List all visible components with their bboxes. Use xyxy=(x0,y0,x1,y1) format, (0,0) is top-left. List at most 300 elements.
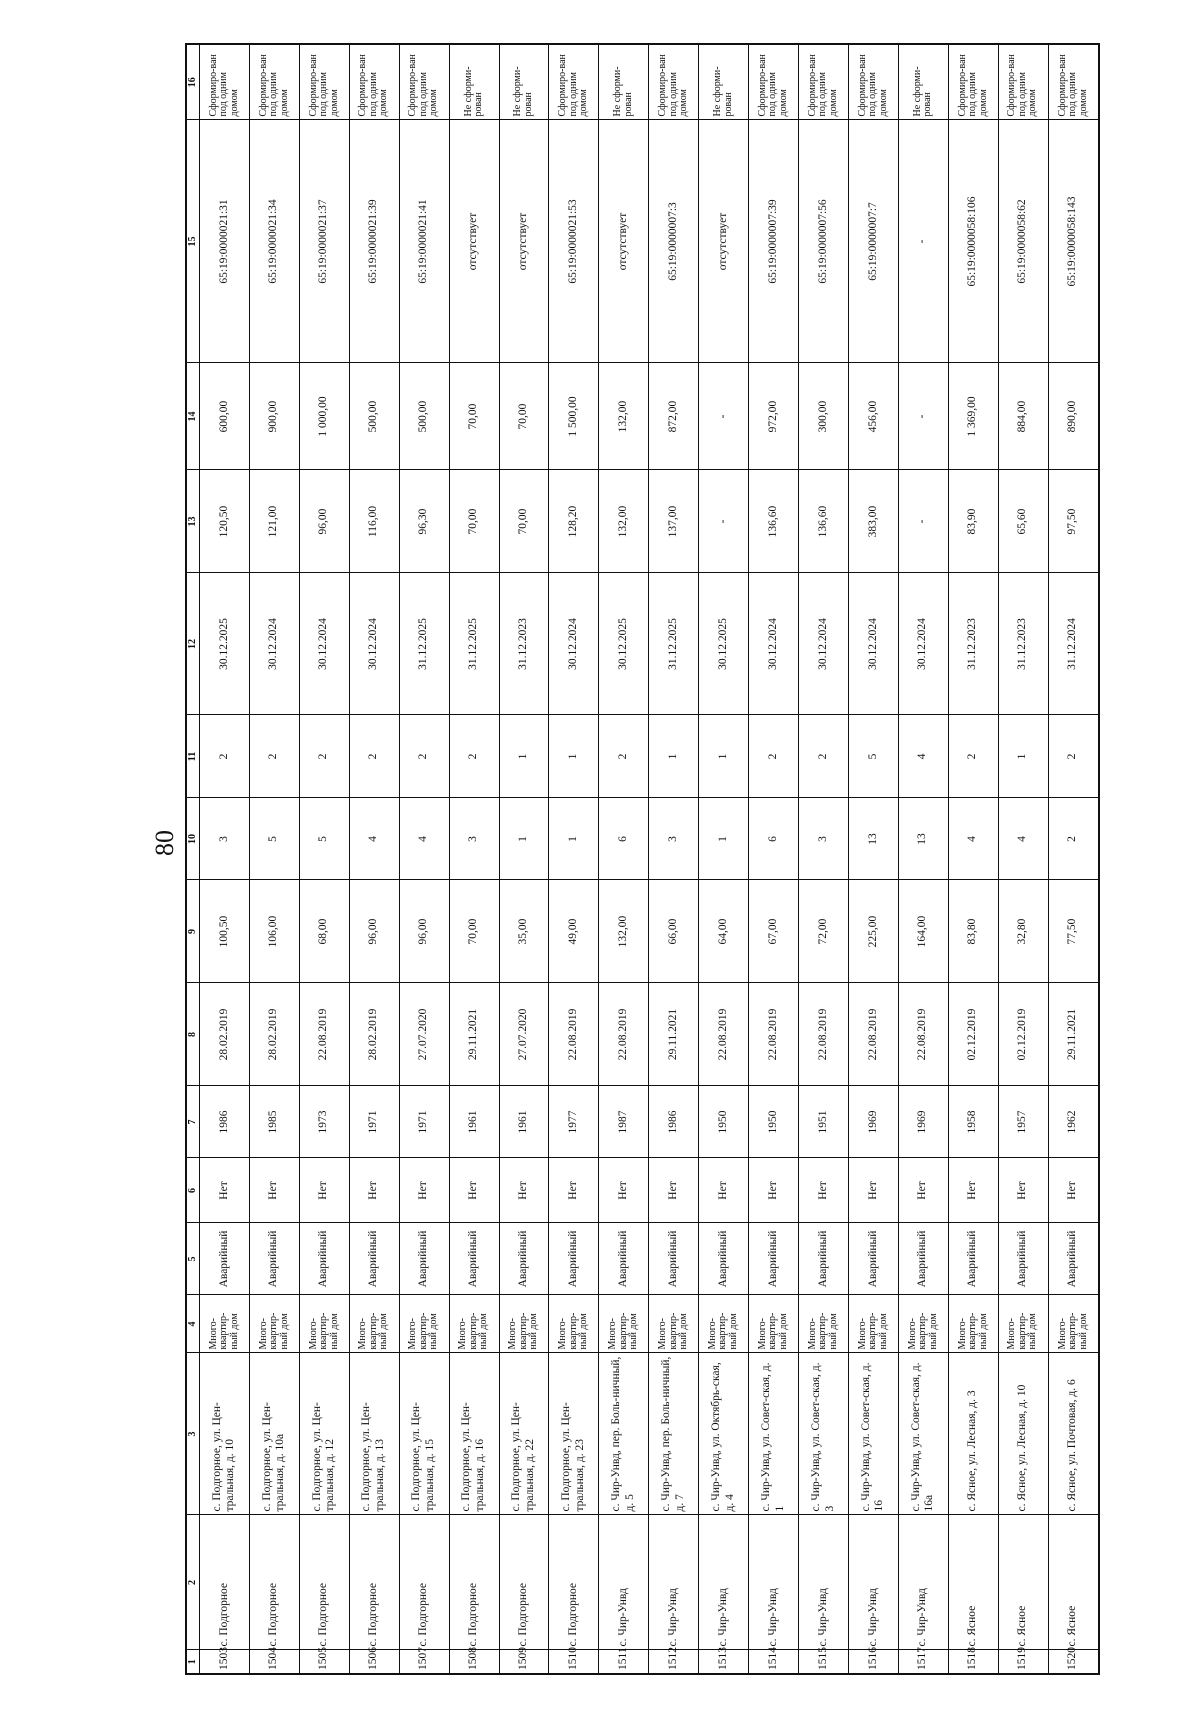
residents-count-cell: 13 xyxy=(848,798,898,880)
land-area-cell: 872,00 xyxy=(649,363,699,470)
building-type-cell: Много-квартир-ный дом xyxy=(399,1295,449,1353)
build-year-cell: 1950 xyxy=(749,1086,799,1158)
column-number-header: 9 xyxy=(186,880,200,983)
recognition-date-cell: 29.11.2021 xyxy=(649,983,699,1086)
build-year-cell: 1986 xyxy=(200,1086,250,1158)
column-number-header: 4 xyxy=(186,1295,200,1353)
residents-count-cell: 3 xyxy=(200,798,250,880)
building-type-cell: Много-квартир-ный дом xyxy=(1048,1295,1099,1353)
address-cell: с. Подгорное, ул. Цен-тральная, д. 10 xyxy=(200,1353,250,1515)
planned-date-cell: 31.12.2025 xyxy=(449,573,499,715)
row-number-cell: 1519 xyxy=(998,1650,1048,1674)
row-number-cell: 1520 xyxy=(1048,1650,1099,1674)
area-residential-cell: 132,00 xyxy=(599,880,649,983)
land-status-cell: Сформиро-ван под одним домом xyxy=(249,44,299,120)
area-total-cell: 70,00 xyxy=(499,470,549,573)
land-status-cell: Не сформи-рован xyxy=(599,44,649,120)
cultural-heritage-cell: Нет xyxy=(948,1158,998,1223)
cultural-heritage-cell: Нет xyxy=(749,1158,799,1223)
recognition-date-cell: 22.08.2019 xyxy=(848,983,898,1086)
address-cell: с. Подгорное, ул. Цен-тральная, д. 10а xyxy=(249,1353,299,1515)
land-status-cell: Сформиро-ван под одним домом xyxy=(998,44,1048,120)
row-number-cell: 1518 xyxy=(948,1650,998,1674)
cultural-heritage-cell: Нет xyxy=(699,1158,749,1223)
area-total-cell: 132,00 xyxy=(599,470,649,573)
land-status-cell: Сформиро-ван под одним домом xyxy=(799,44,849,120)
planned-date-cell: 31.12.2023 xyxy=(948,573,998,715)
settlement-cell: с. Подгорное xyxy=(499,1515,549,1650)
condition-cell: Аварийный xyxy=(449,1223,499,1295)
residents-count-cell: 6 xyxy=(599,798,649,880)
land-area-cell: 900,00 xyxy=(249,363,299,470)
table-row xyxy=(898,44,948,1674)
premises-count-cell: 1 xyxy=(549,715,599,798)
building-type-cell: Много-квартир-ный дом xyxy=(549,1295,599,1353)
premises-count-cell: 2 xyxy=(599,715,649,798)
build-year-cell: 1969 xyxy=(848,1086,898,1158)
recognition-date-cell: 22.08.2019 xyxy=(599,983,649,1086)
land-status-cell: Сформиро-ван под одним домом xyxy=(299,44,349,120)
condition-cell: Аварийный xyxy=(200,1223,250,1295)
address-cell: с. Подгорное, ул. Цен-тральная, д. 16 xyxy=(449,1353,499,1515)
settlement-cell: с. Подгорное xyxy=(249,1515,299,1650)
building-type-cell: Много-квартир-ный дом xyxy=(948,1295,998,1353)
recognition-date-cell: 28.02.2019 xyxy=(249,983,299,1086)
condition-cell: Аварийный xyxy=(898,1223,948,1295)
cultural-heritage-cell: Нет xyxy=(848,1158,898,1223)
building-type-cell: Много-квартир-ный дом xyxy=(848,1295,898,1353)
column-number-header: 3 xyxy=(186,1353,200,1515)
area-total-cell: - xyxy=(898,470,948,573)
settlement-cell: с. Подгорное xyxy=(200,1515,250,1650)
planned-date-cell: 31.12.2025 xyxy=(649,573,699,715)
table-row xyxy=(499,44,549,1674)
area-total-cell: 137,00 xyxy=(649,470,699,573)
table-row xyxy=(449,44,499,1674)
premises-count-cell: 2 xyxy=(948,715,998,798)
row-number-cell: 1508 xyxy=(449,1650,499,1674)
planned-date-cell: 31.12.2023 xyxy=(998,573,1048,715)
address-cell: с. Ясное, ул. Почтовая, д. 6 xyxy=(1048,1353,1099,1515)
area-residential-cell: 72,00 xyxy=(799,880,849,983)
land-status-cell: Не сформи-рован xyxy=(898,44,948,120)
table-row xyxy=(1048,44,1099,1674)
settlement-cell: с. Чир-Унвд xyxy=(799,1515,849,1650)
land-area-cell: 70,00 xyxy=(449,363,499,470)
area-total-cell: 65,60 xyxy=(998,470,1048,573)
recognition-date-cell: 22.08.2019 xyxy=(898,983,948,1086)
land-area-cell: 1 000,00 xyxy=(299,363,349,470)
row-number-cell: 1510 xyxy=(549,1650,599,1674)
page-number: 80 xyxy=(150,830,179,856)
build-year-cell: 1961 xyxy=(499,1086,549,1158)
row-number-cell: 1513 xyxy=(699,1650,749,1674)
address-cell: с. Чир-Унвд, ул. Совет-ская, д. 16 xyxy=(848,1353,898,1515)
build-year-cell: 1962 xyxy=(1048,1086,1099,1158)
table-row xyxy=(649,44,699,1674)
premises-count-cell: 2 xyxy=(749,715,799,798)
condition-cell: Аварийный xyxy=(349,1223,399,1295)
area-total-cell: 83,90 xyxy=(948,470,998,573)
residents-count-cell: 4 xyxy=(349,798,399,880)
rotated-table-container xyxy=(185,45,1100,1675)
address-cell: с. Чир-Унвд, пер. Боль-ничный, д. 5 xyxy=(599,1353,649,1515)
address-cell: с. Чир-Унвд, ул. Совет-ская, д. 1 xyxy=(749,1353,799,1515)
cultural-heritage-cell: Нет xyxy=(399,1158,449,1223)
land-status-cell: Сформиро-ван под одним домом xyxy=(399,44,449,120)
building-type-cell: Много-квартир-ный дом xyxy=(599,1295,649,1353)
area-total-cell: 136,60 xyxy=(799,470,849,573)
area-total-cell: 120,50 xyxy=(200,470,250,573)
cadastral-number-cell: отсутствует xyxy=(699,120,749,363)
column-number-header: 5 xyxy=(186,1223,200,1295)
area-total-cell: 70,00 xyxy=(449,470,499,573)
table-row xyxy=(749,44,799,1674)
area-total-cell: 97,50 xyxy=(1048,470,1099,573)
premises-count-cell: 2 xyxy=(349,715,399,798)
recognition-date-cell: 22.08.2019 xyxy=(549,983,599,1086)
area-residential-cell: 164,00 xyxy=(898,880,948,983)
row-number-cell: 1512 xyxy=(649,1650,699,1674)
row-number-cell: 1506 xyxy=(349,1650,399,1674)
recognition-date-cell: 27.07.2020 xyxy=(399,983,449,1086)
cultural-heritage-cell: Нет xyxy=(349,1158,399,1223)
area-residential-cell: 96,00 xyxy=(399,880,449,983)
recognition-date-cell: 29.11.2021 xyxy=(449,983,499,1086)
column-number-header: 13 xyxy=(186,470,200,573)
planned-date-cell: 31.12.2025 xyxy=(399,573,449,715)
recognition-date-cell: 27.07.2020 xyxy=(499,983,549,1086)
condition-cell: Аварийный xyxy=(948,1223,998,1295)
cultural-heritage-cell: Нет xyxy=(549,1158,599,1223)
column-number-header: 1 xyxy=(186,1650,200,1674)
cadastral-number-cell: 65:19:0000058:106 xyxy=(948,120,998,363)
table-row xyxy=(200,44,250,1674)
build-year-cell: 1986 xyxy=(649,1086,699,1158)
settlement-cell: с. Ясное xyxy=(1048,1515,1099,1650)
build-year-cell: 1977 xyxy=(549,1086,599,1158)
address-cell: с. Подгорное, ул. Цен-тральная, д. 22 xyxy=(499,1353,549,1515)
building-type-cell: Много-квартир-ный дом xyxy=(349,1295,399,1353)
build-year-cell: 1987 xyxy=(599,1086,649,1158)
land-status-cell: Сформиро-ван под одним домом xyxy=(848,44,898,120)
settlement-cell: с. Чир-Унвд xyxy=(649,1515,699,1650)
planned-date-cell: 30.12.2024 xyxy=(898,573,948,715)
premises-count-cell: 1 xyxy=(699,715,749,798)
land-area-cell: 884,00 xyxy=(998,363,1048,470)
settlement-cell: с. Подгорное xyxy=(449,1515,499,1650)
cadastral-number-cell: 65:19:0000021:39 xyxy=(349,120,399,363)
cultural-heritage-cell: Нет xyxy=(898,1158,948,1223)
building-type-cell: Много-квартир-ный дом xyxy=(799,1295,849,1353)
cadastral-number-cell: 65:19:0000021:31 xyxy=(200,120,250,363)
residents-count-cell: 3 xyxy=(649,798,699,880)
land-area-cell: 500,00 xyxy=(399,363,449,470)
residents-count-cell: 4 xyxy=(948,798,998,880)
condition-cell: Аварийный xyxy=(549,1223,599,1295)
building-type-cell: Много-квартир-ный дом xyxy=(499,1295,549,1353)
residents-count-cell: 6 xyxy=(749,798,799,880)
row-number-cell: 1511 xyxy=(599,1650,649,1674)
residents-count-cell: 1 xyxy=(499,798,549,880)
building-type-cell: Много-квартир-ный дом xyxy=(649,1295,699,1353)
residents-count-cell: 1 xyxy=(699,798,749,880)
cadastral-number-cell: 65:19:0000021:41 xyxy=(399,120,449,363)
planned-date-cell: 30.12.2024 xyxy=(749,573,799,715)
planned-date-cell: 31.12.2024 xyxy=(1048,573,1099,715)
land-area-cell: 132,00 xyxy=(599,363,649,470)
address-cell: с. Чир-Унвд, пер. Боль-ничный, д. 7 xyxy=(649,1353,699,1515)
column-number-header: 15 xyxy=(186,120,200,363)
row-number-cell: 1517 xyxy=(898,1650,948,1674)
settlement-cell: с. Чир-Унвд xyxy=(848,1515,898,1650)
premises-count-cell: 4 xyxy=(898,715,948,798)
land-status-cell: Сформиро-ван под одним домом xyxy=(349,44,399,120)
premises-count-cell: 2 xyxy=(299,715,349,798)
settlement-cell: с. Подгорное xyxy=(399,1515,449,1650)
condition-cell: Аварийный xyxy=(1048,1223,1099,1295)
cultural-heritage-cell: Нет xyxy=(200,1158,250,1223)
building-type-cell: Много-квартир-ный дом xyxy=(449,1295,499,1353)
table-row xyxy=(799,44,849,1674)
address-cell: с. Ясное, ул. Лесная, д. 10 xyxy=(998,1353,1048,1515)
row-number-cell: 1507 xyxy=(399,1650,449,1674)
cultural-heritage-cell: Нет xyxy=(499,1158,549,1223)
table-row xyxy=(299,44,349,1674)
land-area-cell: 300,00 xyxy=(799,363,849,470)
recognition-date-cell: 29.11.2021 xyxy=(1048,983,1099,1086)
condition-cell: Аварийный xyxy=(399,1223,449,1295)
condition-cell: Аварийный xyxy=(998,1223,1048,1295)
area-residential-cell: 83,80 xyxy=(948,880,998,983)
land-status-cell: Сформиро-ван под одним домом xyxy=(1048,44,1099,120)
land-status-cell: Сформиро-ван под одним домом xyxy=(749,44,799,120)
planned-date-cell: 30.12.2025 xyxy=(599,573,649,715)
column-number-header: 12 xyxy=(186,573,200,715)
recognition-date-cell: 22.08.2019 xyxy=(799,983,849,1086)
premises-count-cell: 5 xyxy=(848,715,898,798)
land-area-cell: 1 500,00 xyxy=(549,363,599,470)
recognition-date-cell: 22.08.2019 xyxy=(299,983,349,1086)
cultural-heritage-cell: Нет xyxy=(249,1158,299,1223)
residents-count-cell: 4 xyxy=(399,798,449,880)
table-row xyxy=(699,44,749,1674)
build-year-cell: 1958 xyxy=(948,1086,998,1158)
cultural-heritage-cell: Нет xyxy=(799,1158,849,1223)
area-residential-cell: 106,00 xyxy=(249,880,299,983)
build-year-cell: 1971 xyxy=(349,1086,399,1158)
planned-date-cell: 30.12.2024 xyxy=(299,573,349,715)
column-number-row xyxy=(186,44,200,1674)
area-residential-cell: 66,00 xyxy=(649,880,699,983)
premises-count-cell: 1 xyxy=(499,715,549,798)
premises-count-cell: 2 xyxy=(449,715,499,798)
build-year-cell: 1961 xyxy=(449,1086,499,1158)
land-status-cell: Сформиро-ван под одним домом xyxy=(948,44,998,120)
land-area-cell: 500,00 xyxy=(349,363,399,470)
land-status-cell: Не сформи-рован xyxy=(699,44,749,120)
building-type-cell: Много-квартир-ный дом xyxy=(200,1295,250,1353)
building-type-cell: Много-квартир-ный дом xyxy=(299,1295,349,1353)
area-residential-cell: 67,00 xyxy=(749,880,799,983)
cadastral-number-cell: 65:19:0000021:34 xyxy=(249,120,299,363)
premises-count-cell: 2 xyxy=(200,715,250,798)
condition-cell: Аварийный xyxy=(699,1223,749,1295)
residents-count-cell: 3 xyxy=(449,798,499,880)
cadastral-number-cell: 65:19:0000007:3 xyxy=(649,120,699,363)
building-type-cell: Много-квартир-ный дом xyxy=(749,1295,799,1353)
settlement-cell: с. Чир-Унвд xyxy=(699,1515,749,1650)
area-residential-cell: 225,00 xyxy=(848,880,898,983)
condition-cell: Аварийный xyxy=(749,1223,799,1295)
table-row xyxy=(399,44,449,1674)
building-type-cell: Много-квартир-ный дом xyxy=(249,1295,299,1353)
settlement-cell: с. Подгорное xyxy=(349,1515,399,1650)
column-number-header: 10 xyxy=(186,798,200,880)
address-cell: с. Подгорное, ул. Цен-тральная, д. 15 xyxy=(399,1353,449,1515)
area-total-cell: 116,00 xyxy=(349,470,399,573)
address-cell: с. Подгорное, ул. Цен-тральная, д. 12 xyxy=(299,1353,349,1515)
row-number-cell: 1516 xyxy=(848,1650,898,1674)
condition-cell: Аварийный xyxy=(848,1223,898,1295)
area-residential-cell: 32,80 xyxy=(998,880,1048,983)
area-residential-cell: 35,00 xyxy=(499,880,549,983)
cadastral-number-cell: отсутствует xyxy=(449,120,499,363)
build-year-cell: 1985 xyxy=(249,1086,299,1158)
condition-cell: Аварийный xyxy=(599,1223,649,1295)
area-total-cell: 96,00 xyxy=(299,470,349,573)
cadastral-number-cell: 65:19:0000007:39 xyxy=(749,120,799,363)
area-residential-cell: 49,00 xyxy=(549,880,599,983)
land-area-cell: 972,00 xyxy=(749,363,799,470)
planned-date-cell: 30.12.2024 xyxy=(249,573,299,715)
area-total-cell: 96,30 xyxy=(399,470,449,573)
premises-count-cell: 1 xyxy=(998,715,1048,798)
build-year-cell: 1951 xyxy=(799,1086,849,1158)
column-number-header: 8 xyxy=(186,983,200,1086)
recognition-date-cell: 28.02.2019 xyxy=(349,983,399,1086)
land-area-cell: 1 369,00 xyxy=(948,363,998,470)
recognition-date-cell: 02.12.2019 xyxy=(948,983,998,1086)
premises-count-cell: 2 xyxy=(1048,715,1099,798)
area-residential-cell: 96,00 xyxy=(349,880,399,983)
land-area-cell: 70,00 xyxy=(499,363,549,470)
land-status-cell: Сформиро-ван под одним домом xyxy=(549,44,599,120)
column-number-header: 16 xyxy=(186,44,200,120)
cultural-heritage-cell: Нет xyxy=(449,1158,499,1223)
recognition-date-cell: 22.08.2019 xyxy=(749,983,799,1086)
residents-count-cell: 2 xyxy=(1048,798,1099,880)
land-area-cell: 600,00 xyxy=(200,363,250,470)
cadastral-number-cell: 65:19:0000058:143 xyxy=(1048,120,1099,363)
planned-date-cell: 30.12.2024 xyxy=(349,573,399,715)
address-cell: с. Чир-Унвд, ул. Совет-ская, д. 16а xyxy=(898,1353,948,1515)
cultural-heritage-cell: Нет xyxy=(649,1158,699,1223)
land-status-cell: Не сформи-рован xyxy=(499,44,549,120)
cultural-heritage-cell: Нет xyxy=(599,1158,649,1223)
planned-date-cell: 30.12.2024 xyxy=(549,573,599,715)
area-residential-cell: 70,00 xyxy=(449,880,499,983)
table-row xyxy=(599,44,649,1674)
column-number-header: 14 xyxy=(186,363,200,470)
table-row xyxy=(249,44,299,1674)
row-number-cell: 1509 xyxy=(499,1650,549,1674)
cadastral-number-cell: 65:19:0000058:62 xyxy=(998,120,1048,363)
table-row xyxy=(998,44,1048,1674)
residents-count-cell: 1 xyxy=(549,798,599,880)
address-cell: с. Чир-Унвд, ул. Октябрь-ская, д. 4 xyxy=(699,1353,749,1515)
area-residential-cell: 64,00 xyxy=(699,880,749,983)
building-type-cell: Много-квартир-ный дом xyxy=(898,1295,948,1353)
recognition-date-cell: 02.12.2019 xyxy=(998,983,1048,1086)
residents-count-cell: 3 xyxy=(799,798,849,880)
settlement-cell: с. Ясное xyxy=(998,1515,1048,1650)
residents-count-cell: 5 xyxy=(249,798,299,880)
premises-count-cell: 2 xyxy=(249,715,299,798)
settlement-cell: с. Чир-Унвд xyxy=(599,1515,649,1650)
cultural-heritage-cell: Нет xyxy=(998,1158,1048,1223)
cadastral-number-cell: отсутствует xyxy=(499,120,549,363)
planned-date-cell: 30.12.2024 xyxy=(848,573,898,715)
column-number-header: 6 xyxy=(186,1158,200,1223)
planned-date-cell: 30.12.2025 xyxy=(699,573,749,715)
row-number-cell: 1515 xyxy=(799,1650,849,1674)
building-type-cell: Много-квартир-ный дом xyxy=(699,1295,749,1353)
land-area-cell: 890,00 xyxy=(1048,363,1099,470)
cadastral-number-cell: 65:19:0000021:37 xyxy=(299,120,349,363)
cadastral-number-cell: 65:19:0000021:53 xyxy=(549,120,599,363)
cultural-heritage-cell: Нет xyxy=(299,1158,349,1223)
area-total-cell: 128,20 xyxy=(549,470,599,573)
residents-count-cell: 13 xyxy=(898,798,948,880)
residents-count-cell: 4 xyxy=(998,798,1048,880)
build-year-cell: 1969 xyxy=(898,1086,948,1158)
land-area-cell: - xyxy=(699,363,749,470)
cadastral-number-cell: 65:19:0000007:56 xyxy=(799,120,849,363)
row-number-cell: 1514 xyxy=(749,1650,799,1674)
build-year-cell: 1971 xyxy=(399,1086,449,1158)
column-number-header: 11 xyxy=(186,715,200,798)
table-body xyxy=(200,44,1100,1674)
planned-date-cell: 30.12.2025 xyxy=(200,573,250,715)
cadastral-number-cell: 65:19:0000007:7 xyxy=(848,120,898,363)
column-number-header: 2 xyxy=(186,1515,200,1650)
area-total-cell: - xyxy=(699,470,749,573)
address-cell: с. Подгорное, ул. Цен-тральная, д. 13 xyxy=(349,1353,399,1515)
settlement-cell: с. Чир-Унвд xyxy=(898,1515,948,1650)
housing-table xyxy=(185,43,1100,1675)
address-cell: с. Чир-Унвд, ул. Совет-ская, д. 3 xyxy=(799,1353,849,1515)
area-residential-cell: 68,00 xyxy=(299,880,349,983)
cultural-heritage-cell: Нет xyxy=(1048,1158,1099,1223)
area-residential-cell: 77,50 xyxy=(1048,880,1099,983)
table-row xyxy=(349,44,399,1674)
land-area-cell: - xyxy=(898,363,948,470)
condition-cell: Аварийный xyxy=(249,1223,299,1295)
recognition-date-cell: 28.02.2019 xyxy=(200,983,250,1086)
recognition-date-cell: 22.08.2019 xyxy=(699,983,749,1086)
build-year-cell: 1957 xyxy=(998,1086,1048,1158)
row-number-cell: 1504 xyxy=(249,1650,299,1674)
condition-cell: Аварийный xyxy=(499,1223,549,1295)
address-cell: с. Ясное, ул. Лесная, д. 3 xyxy=(948,1353,998,1515)
cadastral-number-cell: - xyxy=(898,120,948,363)
area-residential-cell: 100,50 xyxy=(200,880,250,983)
land-area-cell: 456,00 xyxy=(848,363,898,470)
table-row xyxy=(948,44,998,1674)
land-status-cell: Не сформи-рован xyxy=(449,44,499,120)
building-type-cell: Много-квартир-ный дом xyxy=(998,1295,1048,1353)
